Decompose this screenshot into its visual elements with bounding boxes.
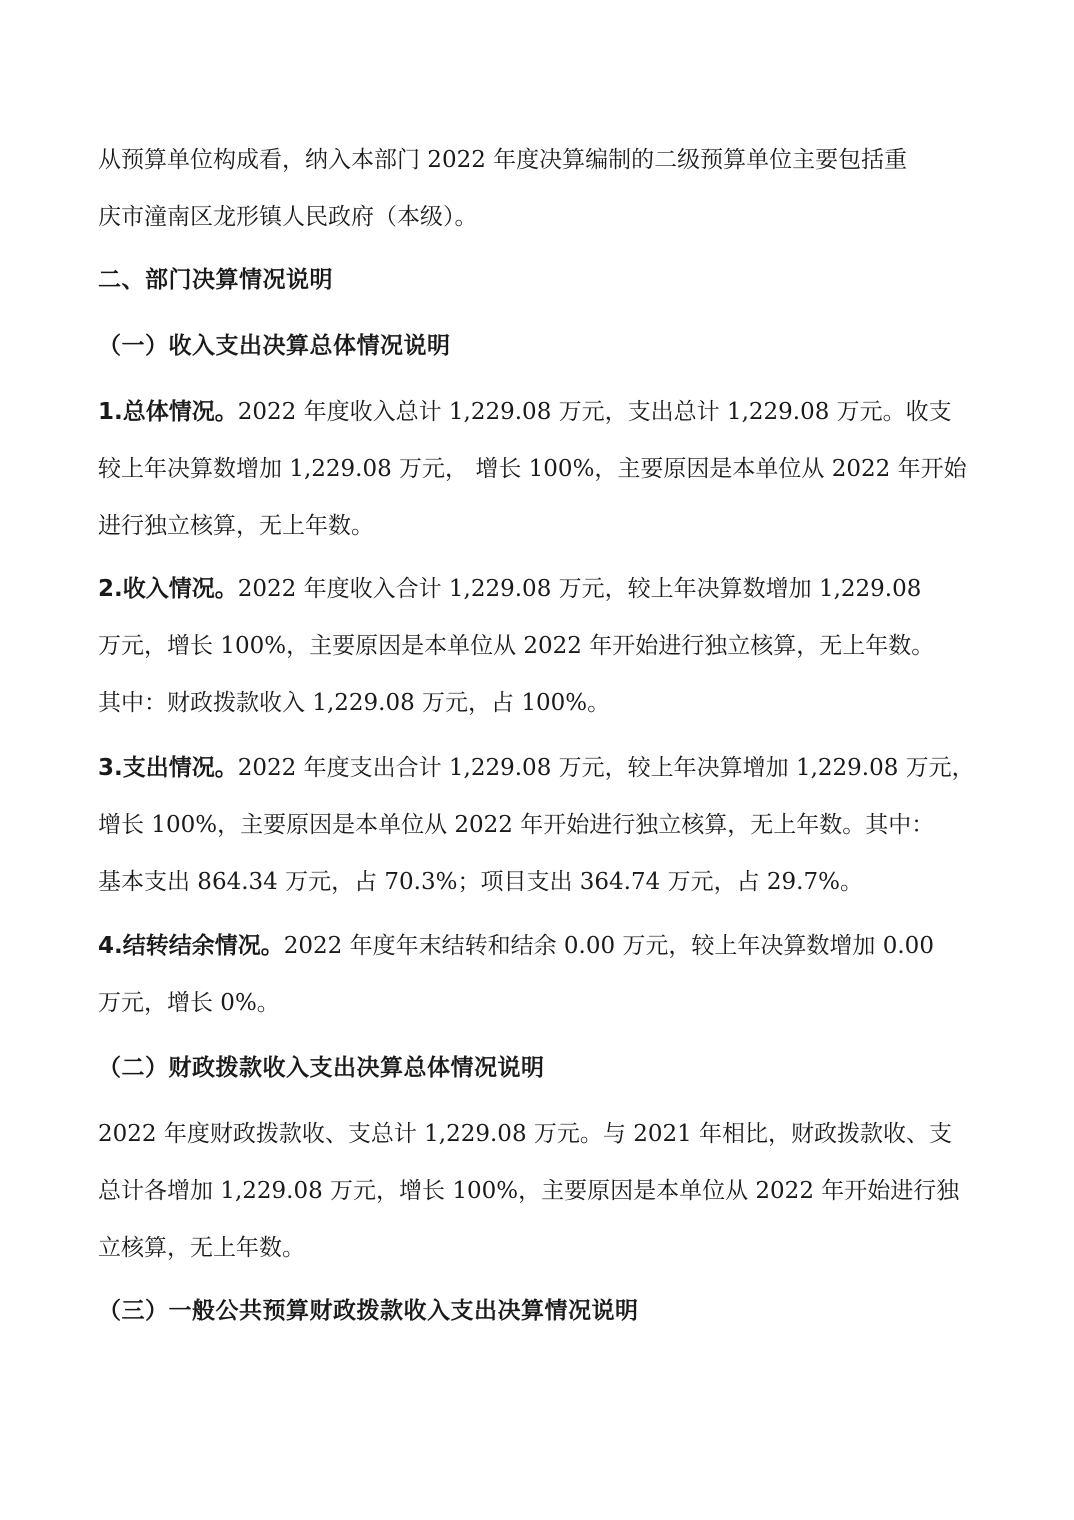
paragraph-income-line-1	[98, 571, 980, 607]
paragraph-overall-line-1	[98, 394, 980, 430]
paragraph-expense-line-1	[98, 750, 980, 786]
paragraph-income-lead: 2.收入情况。	[98, 576, 238, 602]
paragraph-overall-line-3: 进行独立核算，无上年数。	[98, 513, 374, 539]
paragraph-expense-lead: 3.支出情况。	[98, 755, 238, 781]
paragraph-overall-line-2: 较上年决算数增加 1,229.08 万元， 增长 100%，主要原因是本单位从 2022 年开始	[98, 456, 967, 482]
paragraph-fiscal	[98, 1116, 980, 1266]
paragraph-fiscal-line-2: 总计各增加 1,229.08 万元，增长 100%，主要原因是本单位从 2022 年开始进行独	[98, 1178, 960, 1204]
intro-line-2: 庆市潼南区龙形镇人民政府（本级）。	[98, 204, 478, 230]
subsection-heading-1: （一）收入支出决算总体情况说明	[98, 333, 451, 359]
paragraph-carryover-line-2: 万元，增长 0%。	[98, 990, 280, 1016]
paragraph-income	[98, 571, 980, 721]
paragraph-expense-line-3: 基本支出 864.34 万元，占 70.3%；项目支出 364.74 万元，占 29.7%。	[98, 869, 863, 895]
paragraph-overall	[98, 394, 980, 544]
paragraph-fiscal-line-3: 立核算，无上年数。	[98, 1235, 305, 1261]
section-heading-2: 二、部门决算情况说明	[98, 267, 333, 293]
subsection-heading-2: （二）财政拨款收入支出决算总体情况说明	[98, 1055, 545, 1081]
paragraph-carryover-line-1-text: 2022 年度年末结转和结余 0.00 万元，较上年决算数增加 0.00	[283, 933, 934, 959]
paragraph-carryover-lead: 4.结转结余情况。	[98, 933, 284, 959]
paragraph-carryover-line-1	[98, 928, 980, 964]
paragraph-expense-line-2: 增长 100%，主要原因是本单位从 2022 年开始进行独立核算，无上年数。其中：	[98, 812, 935, 838]
paragraph-expense-line-1-text: 2022 年度支出合计 1,229.08 万元，较上年决算增加 1,229.08 万元，	[237, 755, 975, 781]
paragraph-income-line-3: 其中：财政拨款收入 1,229.08 万元，占 100%。	[98, 690, 611, 716]
intro-line-1: 从预算单位构成看，纳入本部门 2022 年度决算编制的二级预算单位主要包括重	[98, 147, 908, 173]
paragraph-income-line-1-text: 2022 年度收入合计 1,229.08 万元，较上年决算数增加 1,229.08	[237, 576, 922, 602]
paragraph-overall-line-1-text: 2022 年度收入总计 1,229.08 万元，支出总计 1,229.08 万元。收支	[237, 399, 952, 425]
paragraph-fiscal-line-1: 2022 年度财政拨款收、支总计 1,229.08 万元。与 2021 年相比，财政拨款收、支	[98, 1121, 953, 1147]
intro-paragraph	[98, 142, 980, 235]
paragraph-expense	[98, 750, 980, 900]
subsection-heading-3: （三）一般公共预算财政拨款收入支出决算情况说明	[98, 1298, 639, 1324]
paragraph-income-line-2: 万元，增长 100%，主要原因是本单位从 2022 年开始进行独立核算，无上年数。	[98, 633, 935, 659]
paragraph-carryover	[98, 928, 980, 1021]
paragraph-overall-lead: 1.总体情况。	[98, 399, 238, 425]
